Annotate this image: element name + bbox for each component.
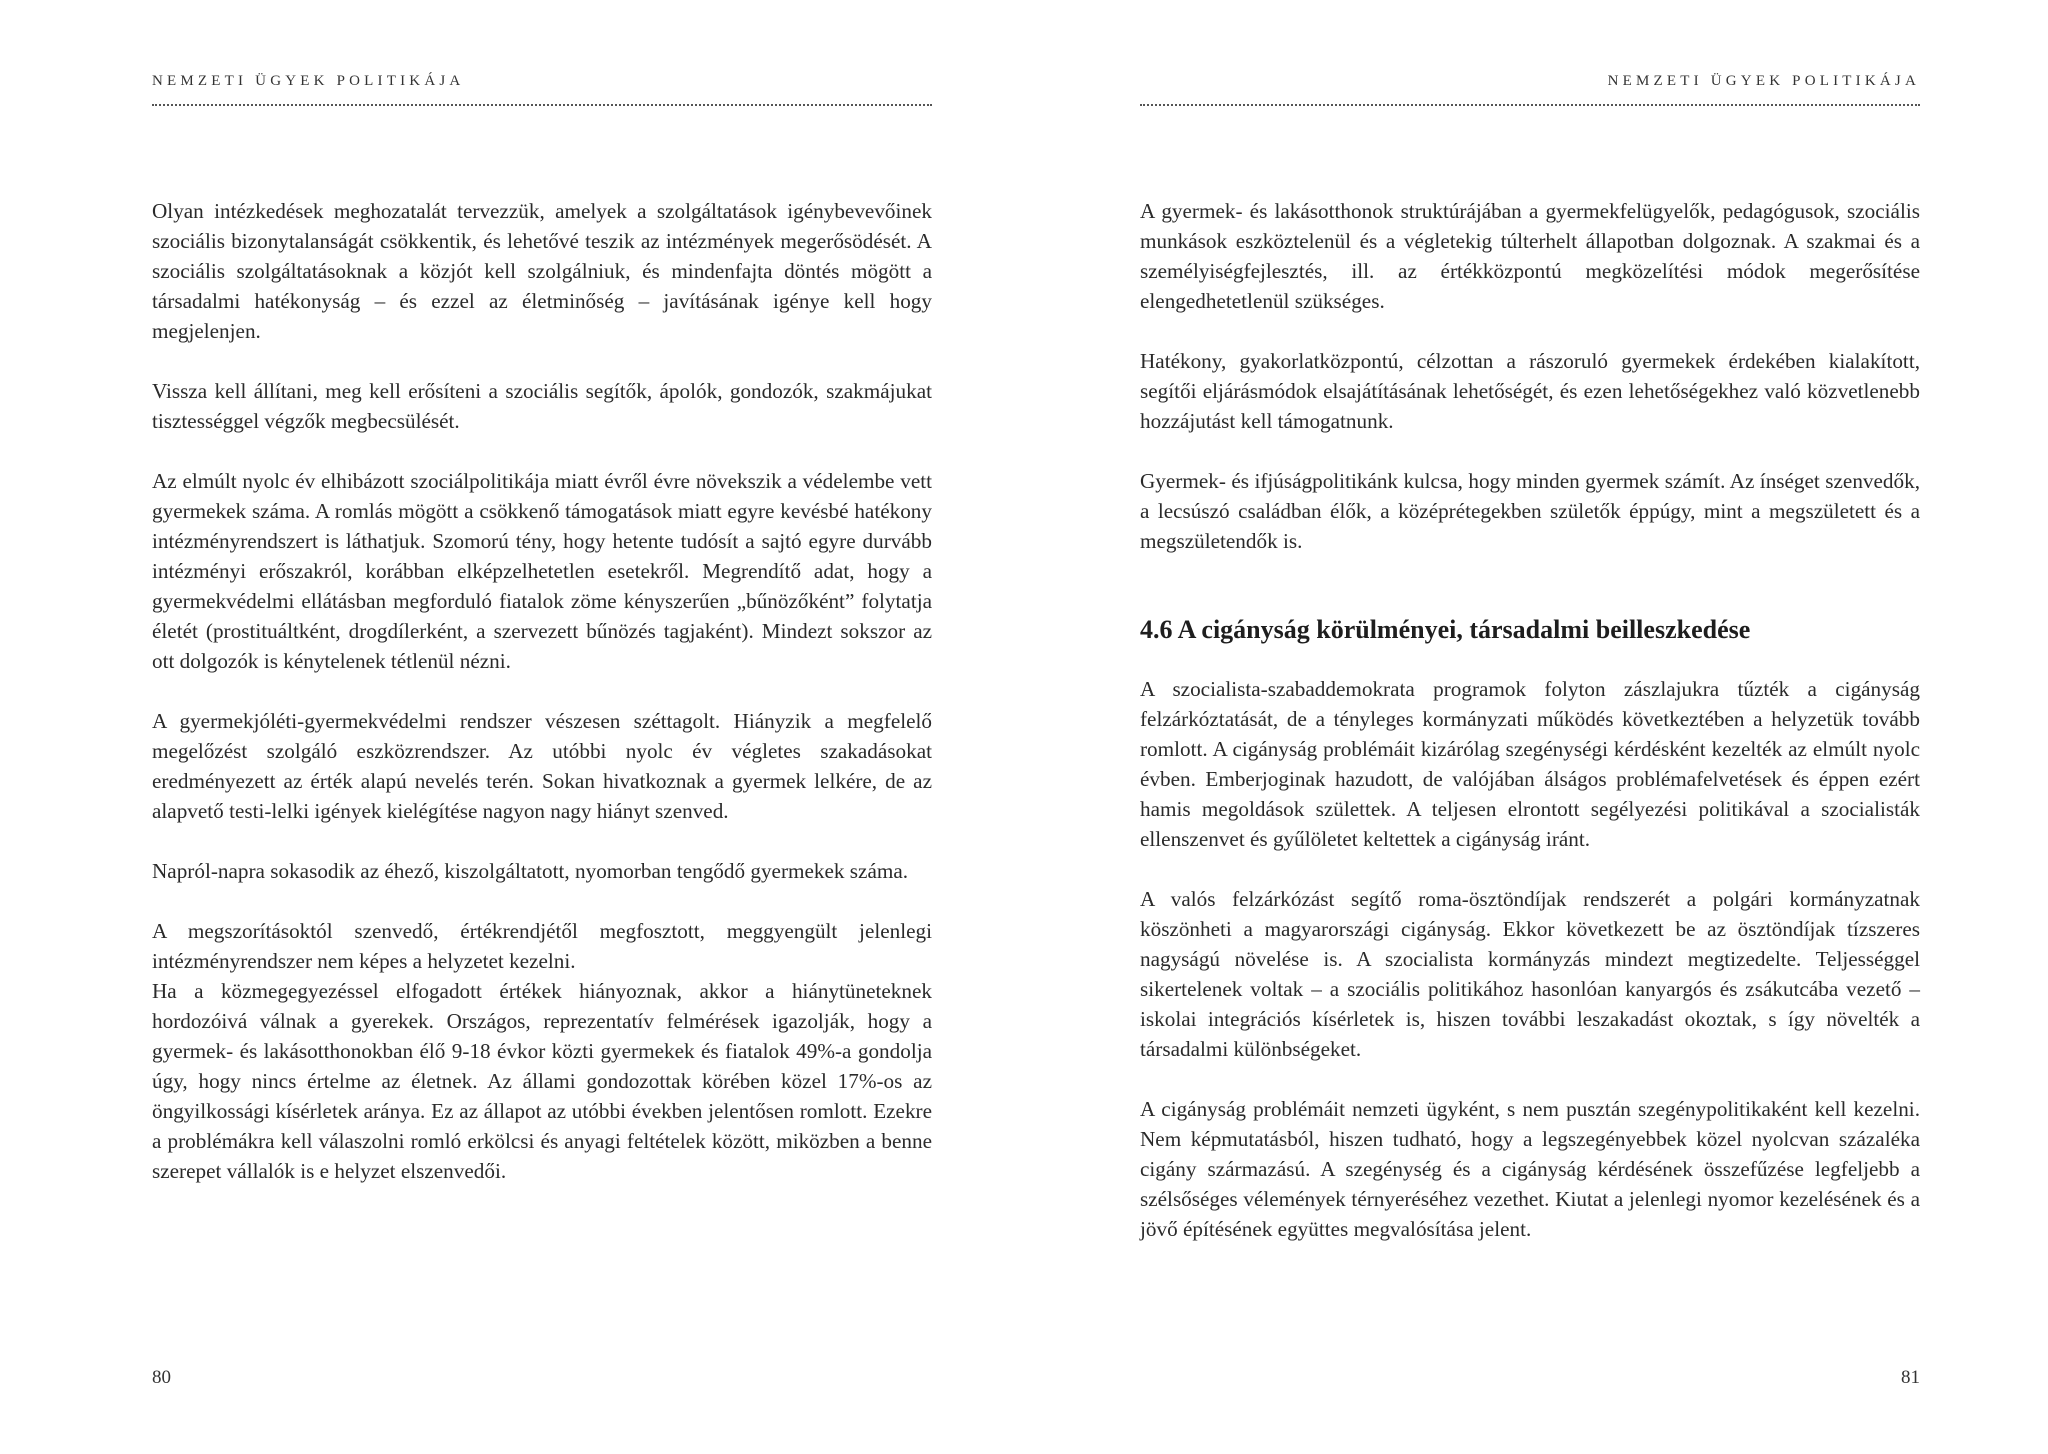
paragraph: A gyermek- és lakásotthonok struktúrájában a gyermekfelügyelők, pedagógusok, szociális munkások eszköztelenül és a végletekig túlterhelt állapotban dolgoznak. A szakmai és a személyiségfejlesztés, ill. az értékközpontú megközelítési módok megerősítése elengedhetetlenül szükséges. <box>1140 199 1920 313</box>
page-number: 80 <box>152 1367 171 1388</box>
paragraph: Az elmúlt nyolc év elhibázott szociálpolitikája miatt évről évre növekszik a védelembe vett gyermekek száma. A romlás mögött a csökkenő támogatások miatt egyre kevésbé hatékony intézményrendszert is láthatjuk. Szomorú tény, hogy hetente tudósít a sajtó egyre durvább intézményi erőszakról, korábban elképzelhetetlen esetekről. Megrendítő adat, hogy a gyermekvédelmi ellátásban megforduló fiatalok zöme kényszerűen „bűnözőként” folytatja életét (prostituáltként, drogdílerként, a szervezett bűnözés tagjaként). Mindezt sokszor az ott dolgozók is kénytelenek tétlenül nézni. <box>152 469 932 673</box>
section-heading: 4.6 A cigányság körülményei, társadalmi beilleszkedése <box>1140 615 1751 644</box>
paragraph: Ha a közmegegyezéssel elfogadott értékek hiányoznak, akkor a hiánytüneteknek hordozóivá válnak a gyerekek. Országos, reprezentatív felmérések igazolják, hogy a gyermek- és lakásotthonokban élő 9-18 évkor közti gyermekek és fiatalok 49%-a gondolja úgy, hogy nincs értelme az életnek. Az állami gondozottak körében közel 17%-os az öngyilkossági kísérletek aránya. Ez az állapot az utóbbi években jelentősen romlott. Ezekre a problémákra kell válaszolni romló erkölcsi és anyagi feltételek között, miközben a benne szerepet vállalók is e helyzet elszenvedői. <box>152 979 932 1183</box>
header-divider <box>1140 104 1920 106</box>
header-divider <box>152 104 932 106</box>
running-head: NEMZETI ÜGYEK POLITIKÁJA <box>1607 73 1920 89</box>
paragraph: Napról-napra sokasodik az éhező, kiszolgáltatott, nyomorban tengődő gyermekek száma. <box>152 859 909 883</box>
body-text <box>1140 196 1920 1274</box>
left-page <box>152 0 932 1454</box>
right-page <box>1140 0 1920 1454</box>
paragraph: A cigányság problémáit nemzeti ügyként, s nem pusztán szegénypolitikaként kell kezelni. Nem képmutatásból, hiszen tudható, hogy a legszegényebbek közel nyolcvan százaléka cigány származású. A szegénység és a cigányság kérdésének összefűzése legfeljebb a szélsőséges vélemények térnyeréséhez vezethet. Kiutat a jelenlegi nyomor kezelésének és a jövő építésének együttes megvalósítása jelent. <box>1140 1097 1920 1241</box>
page-number: 81 <box>1901 1367 1920 1388</box>
running-head: NEMZETI ÜGYEK POLITIKÁJA <box>152 73 465 89</box>
paragraph: A gyermekjóléti-gyermekvédelmi rendszer vészesen széttagolt. Hiányzik a megfelelő megelőzést szolgáló eszközrendszer. Az utóbbi nyolc év végletes szakadásokat eredményezett az érték alapú nevelés terén. Sokan hivatkoznak a gyermek lelkére, de az alapvető testi-lelki igények kielégítése nagyon nagy hiányt szenved. <box>152 709 932 823</box>
paragraph: Gyermek- és ifjúságpolitikánk kulcsa, hogy minden gyermek számít. Az ínséget szenvedők, a lecsúszó családban élők, a középrétegekben születők éppúgy, mint a megszületett és a megszületendők is. <box>1140 469 1920 553</box>
paragraph: A megszorításoktól szenvedő, értékrendjétől megfosztott, meggyengült jelenlegi intézményrendszer nem képes a helyzetet kezelni. <box>152 919 932 973</box>
body-text <box>152 196 932 1216</box>
paragraph: Hatékony, gyakorlatközpontú, célzottan a rászoruló gyermekek érdekében kialakított, segítői eljárásmódok elsajátításának lehetőségét, és ezen lehetőségekhez való közvetlenebb hozzájutást kell támogatnunk. <box>1140 349 1920 433</box>
paragraph: A szocialista-szabaddemokrata programok folyton zászlajukra tűzték a cigányság felzárkóztatását, de a tényleges kormányzati működés következtében a helyzetük tovább romlott. A cigányság problémáit kizárólag szegénységi kérdésként kezelték az elmúlt nyolc évben. Emberjoginak hazudott, de valójában álságos problémafelvetések és éppen ezért hamis megoldások születtek. A teljesen elrontott segélyezési politikával a szocialisták ellenszenvet és gyűlöletet keltettek a cigányság iránt. <box>1140 677 1920 851</box>
paragraph: A valós felzárkózást segítő roma-ösztöndíjak rendszerét a polgári kormányzatnak köszönheti a magyarországi cigányság. Ekkor következett be az ösztöndíjak tízszeres nagyságú növelése is. A szocialista kormányzás mindezt megtizedelte. Teljességgel sikertelenek voltak – a szociális politikához hasonlóan kanyargós és zsákutcába vezető – iskolai integrációs kísérletek is, hiszen további leszakadást okoztak, s így növelték a társadalmi különbségeket. <box>1140 887 1920 1061</box>
paragraph: Vissza kell állítani, meg kell erősíteni a szociális segítők, ápolók, gondozók, szakmájukat tisztességgel végzők megbecsülését. <box>152 379 932 433</box>
paragraph: Olyan intézkedések meghozatalát tervezzük, amelyek a szolgáltatások igénybevevőinek szociális bizonytalanságát csökkentik, és lehetővé teszik az intézmények megerősödését. A szociális szolgáltatásoknak a közjót kell szolgálniuk, és mindenfajta döntés mögött a társadalmi hatékonyság – és ezzel az életminőség – javításának igénye kell hogy megjelenjen. <box>152 199 932 343</box>
